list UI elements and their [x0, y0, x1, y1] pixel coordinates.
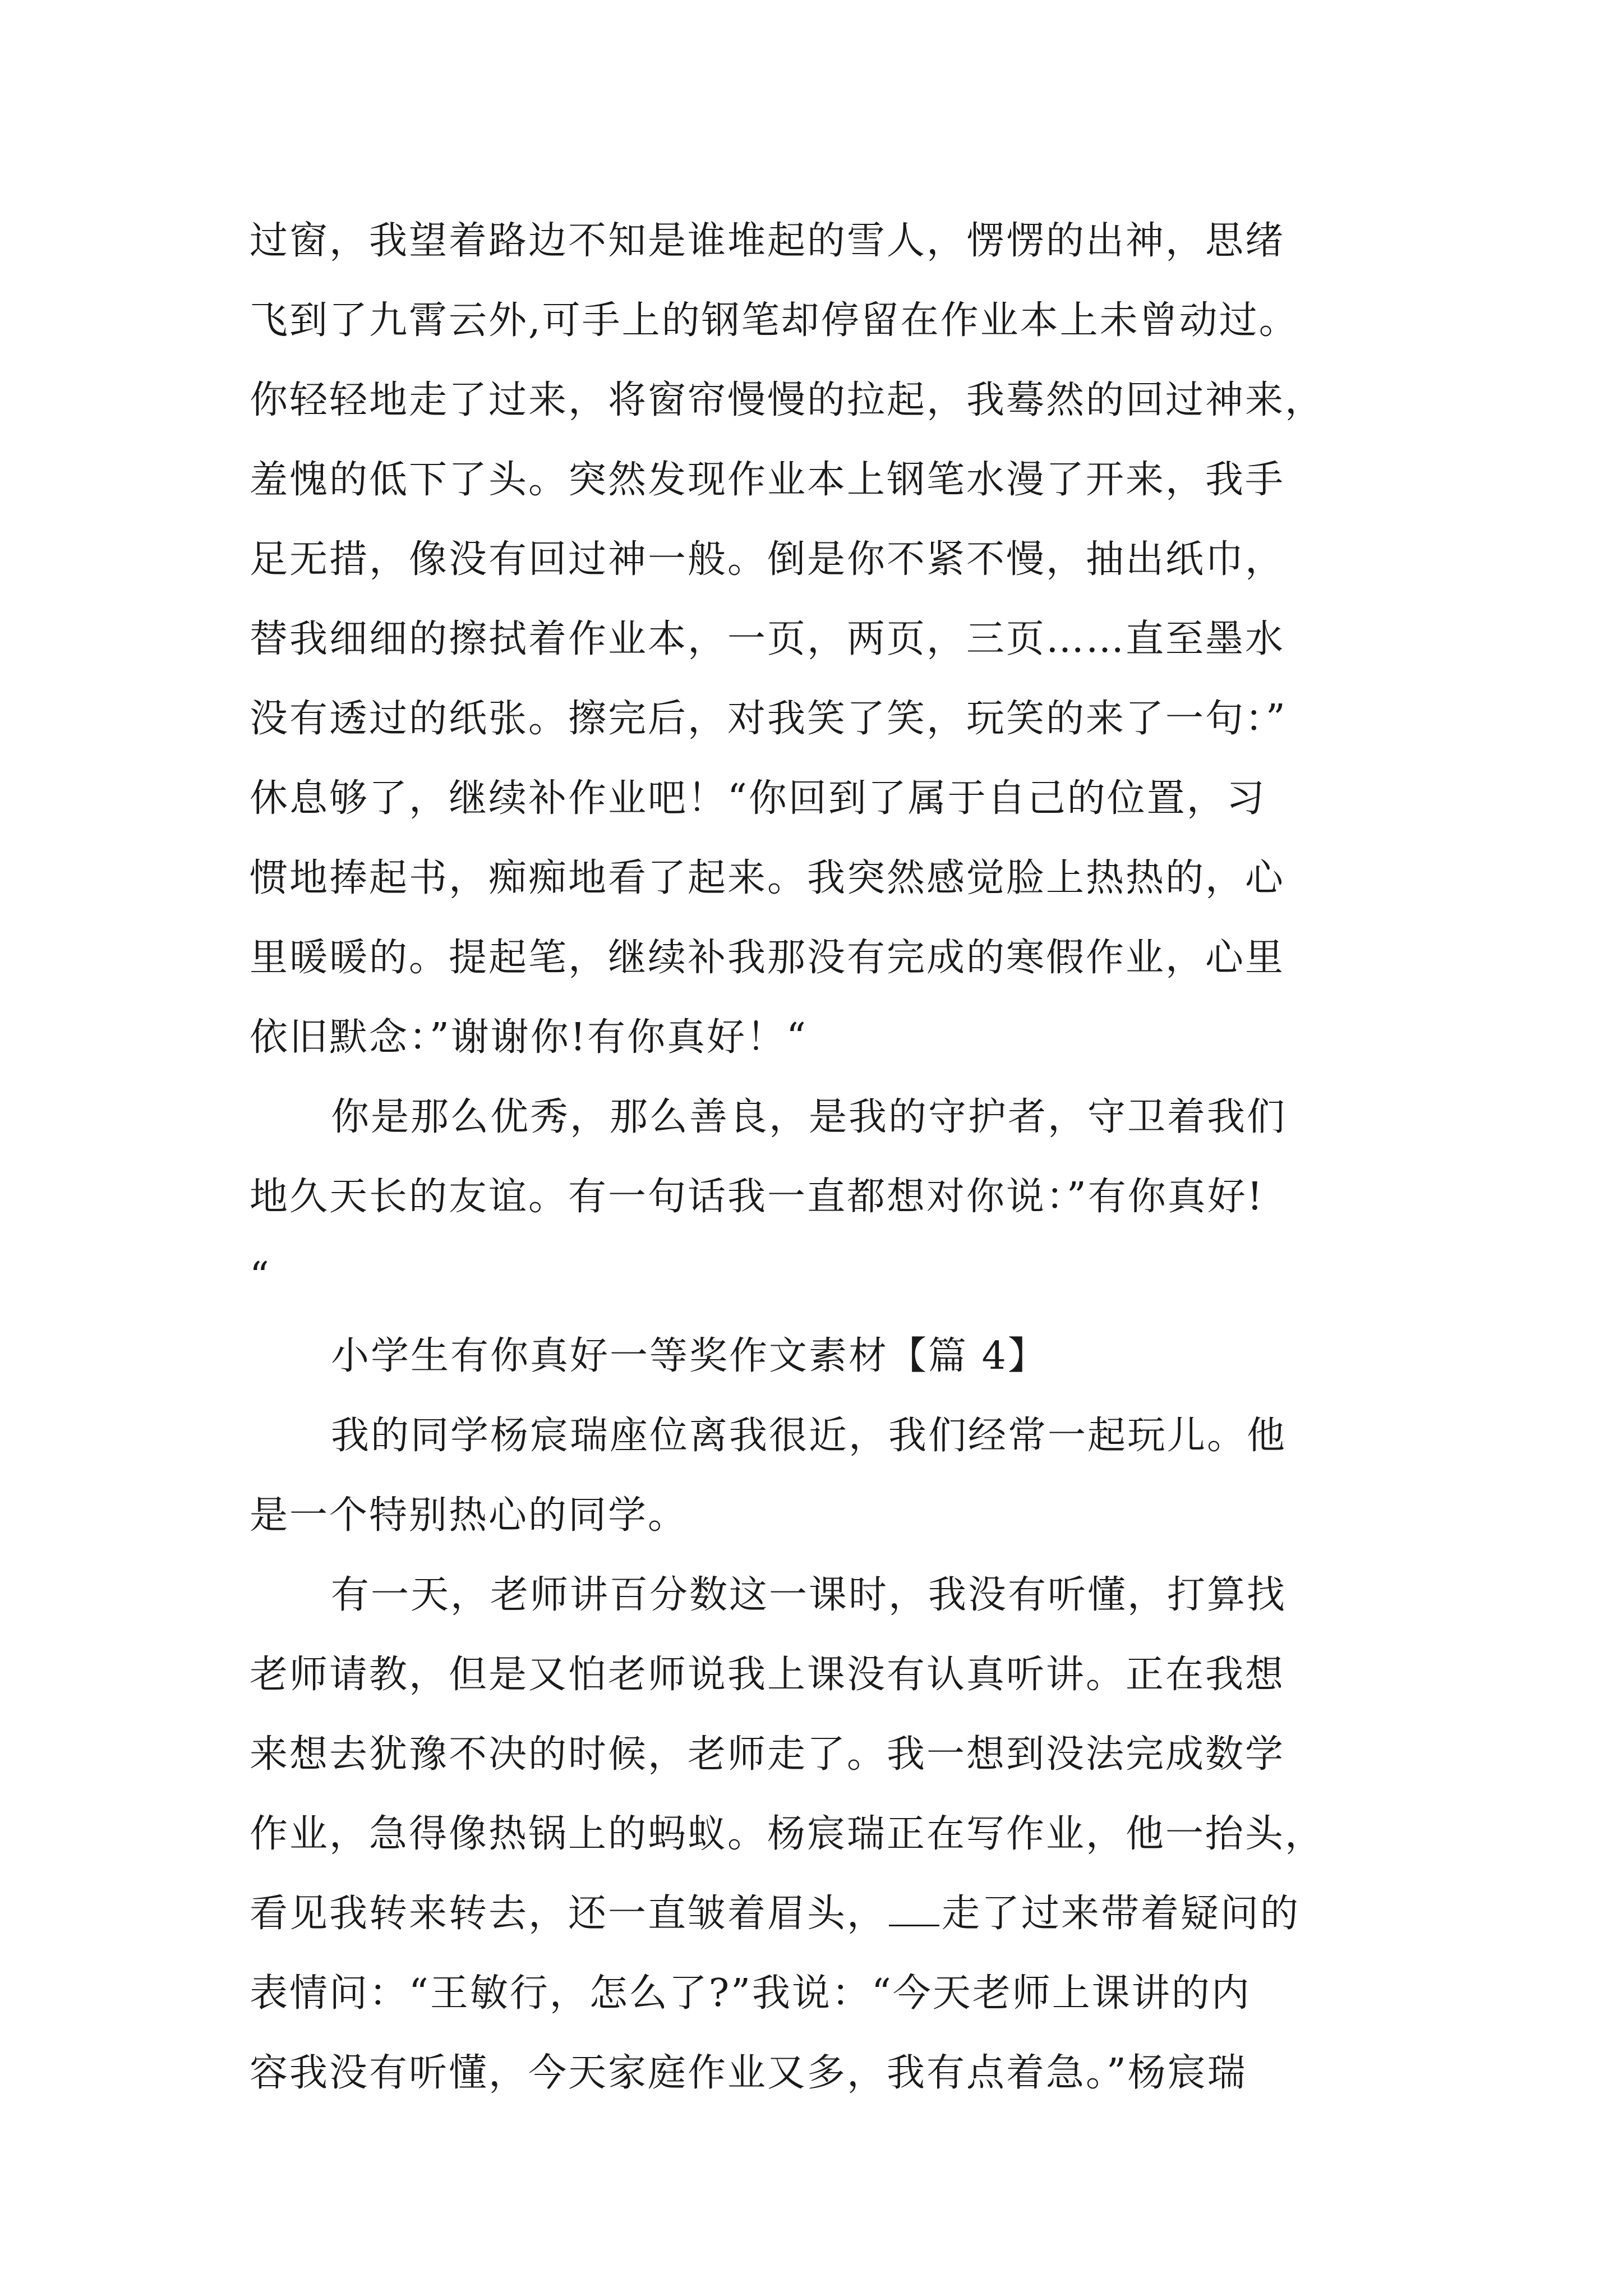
text-line: 替我细细的擦拭着作业本，一页，两页，三页……直至墨水 — [250, 617, 1285, 661]
text-segment: 看见我转来转去，还一直皱着眉头， — [250, 1892, 887, 1936]
text-line: 足无措，像没有回过神一般。倒是你不紧不慢，抽出纸巾， — [250, 537, 1285, 582]
text-line: 表情问：“王敏行，怎么了?”我说：“今天老师上课讲的内 — [250, 1971, 1251, 2016]
text-line: 老师请教，但是又怕老师说我上课没有认真听讲。正在我想 — [250, 1653, 1285, 1697]
text-line: 没有透过的纸张。擦完后，对我笑了笑，玩笑的来了一句：” — [250, 697, 1287, 741]
paragraph-first-line: 有一天，老师讲百分数这一课时，我没有听懂，打算找 — [331, 1573, 1287, 1617]
text-line: 里暖暖的。提起笔，继续补我那没有完成的寒假作业，心里 — [250, 936, 1285, 980]
text-line: 你轻轻地走了过来，将窗帘慢慢的拉起，我蓦然的回过神来， — [250, 378, 1325, 422]
text-segment: 走了过来带着疑问的 — [942, 1892, 1301, 1936]
text-line: 飞到了九霄云外,可手上的钢笔却停留在作业本上未曾动过。 — [250, 298, 1299, 343]
text-line: 作业，急得像热锅上的蚂蚁。杨宸瑞正在写作业，他一抬头， — [250, 1812, 1325, 1856]
text-line: 过窗，我望着路边不知是谁堆起的雪人，愣愣的出神，思绪 — [250, 219, 1285, 263]
text-line: 依旧默念：”谢谢你!有你真好！“ — [250, 1015, 808, 1060]
text-line: 地久天长的友谊。有一句话我一直都想对你说：”有你真好! — [250, 1175, 1265, 1219]
text-line: 休息够了，继续补作业吧！“你回到了属于自己的位置，习 — [250, 776, 1266, 821]
text-line: 是一个特别热心的同学。 — [250, 1493, 688, 1538]
text-line-with-blank — [250, 1892, 1382, 1936]
text-line: 羞愧的低下了头。突然发现作业本上钢笔水漫了开来，我手 — [250, 458, 1285, 502]
text-line: 惯地捧起书，痴痴地看了起来。我突然感觉脸上热热的，心 — [250, 856, 1285, 900]
section-heading: 小学生有你真好一等奖作文素材【篇 4】 — [331, 1334, 1048, 1378]
text-line: “ — [250, 1254, 271, 1299]
text-line: 来想去犹豫不决的时候，老师走了。我一想到没法完成数学 — [250, 1732, 1285, 1777]
paragraph-first-line: 你是那么优秀，那么善良，是我的守护者，守卫着我们 — [331, 1095, 1287, 1139]
paragraph-first-line: 我的同学杨宸瑞座位离我很近，我们经常一起玩儿。他 — [331, 1414, 1287, 1458]
text-line: 容我没有听懂，今天家庭作业又多，我有点着急。”杨宸瑞 — [250, 2051, 1247, 2095]
fill-in-blank — [889, 1892, 939, 1926]
